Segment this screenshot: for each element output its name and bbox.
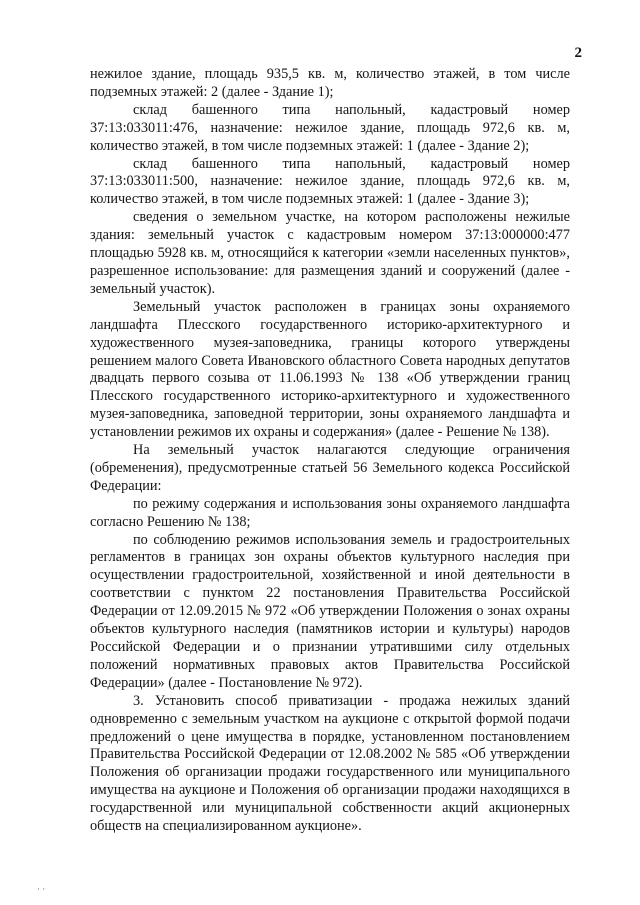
paragraph-encumbrance-heritage-zones: по соблюдению режимов использования земель и градостроительных регламентов в границах зон охраны объектов культурного наследия при осуществлении градостроительной, хозяйственной и иной деятельности в соответствии с пунктом 22 постановления Правительства Российской Федерации от 12.09.2015 № 972 «Об утверждении Положения о зонах охраны объектов культурного наследия (памятников истории и культуры) народов Российской Федерации и о признании утратившими силу отдельных положений нормативных правовых актов Правительства Российской Федерации» (далее - Постановление № 972). xyxy=(90,531,570,691)
paragraph-privatization-method: 3. Установить способ приватизации - продажа нежилых зданий одновременно с земельным участком на аукционе с открытой формой подачи предложений о цене имущества в порядке, установленном постановлением Правительства Российской Федерации от 12.08.2002 № 585 «Об утверждении Положения об организации продажи государственного или муниципального имущества на аукционе и Положения об организации продажи находящихся в государственной или муниципальной собственности акций акционерных обществ на специализированном аукционе». xyxy=(90,692,570,835)
paragraph-building-3: склад башенного типа напольный, кадастровый номер 37:13:033011:500, назначение: нежилое здание, площадь 972,6 кв. м, количество этажей, в том числе подземных этажей: 1 (далее - Здание 3); xyxy=(90,155,570,208)
paragraph-building-2: склад башенного типа напольный, кадастровый номер 37:13:033011:476, назначение: нежилое здание, площадь 972,6 кв. м, количество этажей, в том числе подземных этажей: 1 (далее - Здание 2); xyxy=(90,101,570,154)
page-number: 2 xyxy=(574,45,582,61)
scan-mark: · · xyxy=(37,884,46,894)
paragraph-protected-landscape: Земельный участок расположен в границах зоны охраняемого ландшафта Плесского государственного историко-архитектурного и художественного музея-заповедника, границы которого утверждены решением малого Совета Ивановского областного Совета народных депутатов двадцать первого созыва от 11.06.1993 № 138 «Об утверждении границ Плесского государственного историко-архитектурного и художественного музея-заповедника, заповедной территории, зоны охраняемого ландшафта и установлении режимов их охраны и содержания» (далее - Решение № 138). xyxy=(90,298,570,441)
paragraph-encumbrance-regime: по режиму содержания и использования зоны охраняемого ландшафта согласно Решению № 138; xyxy=(90,495,570,530)
paragraph-encumbrances: На земельный участок налагаются следующие ограничения (обременения), предусмотренные статьей 56 Земельного кодекса Российской Федерации: xyxy=(90,442,570,494)
document-body xyxy=(90,66,570,836)
paragraph-building-1: нежилое здание, площадь 935,5 кв. м, количество этажей, в том числе подземных этажей: 2 (далее - Здание 1); xyxy=(90,66,570,100)
paragraph-land-plot-info: сведения о земельном участке, на котором расположены нежилые здания: земельный участок с кадастровым номером 37:13:000000:477 площадью 5928 кв. м, относящийся к категории «земли населенных пунктов», разрешенное использование: для размещения зданий и сооружений (далее - земельный участок). xyxy=(90,209,570,297)
